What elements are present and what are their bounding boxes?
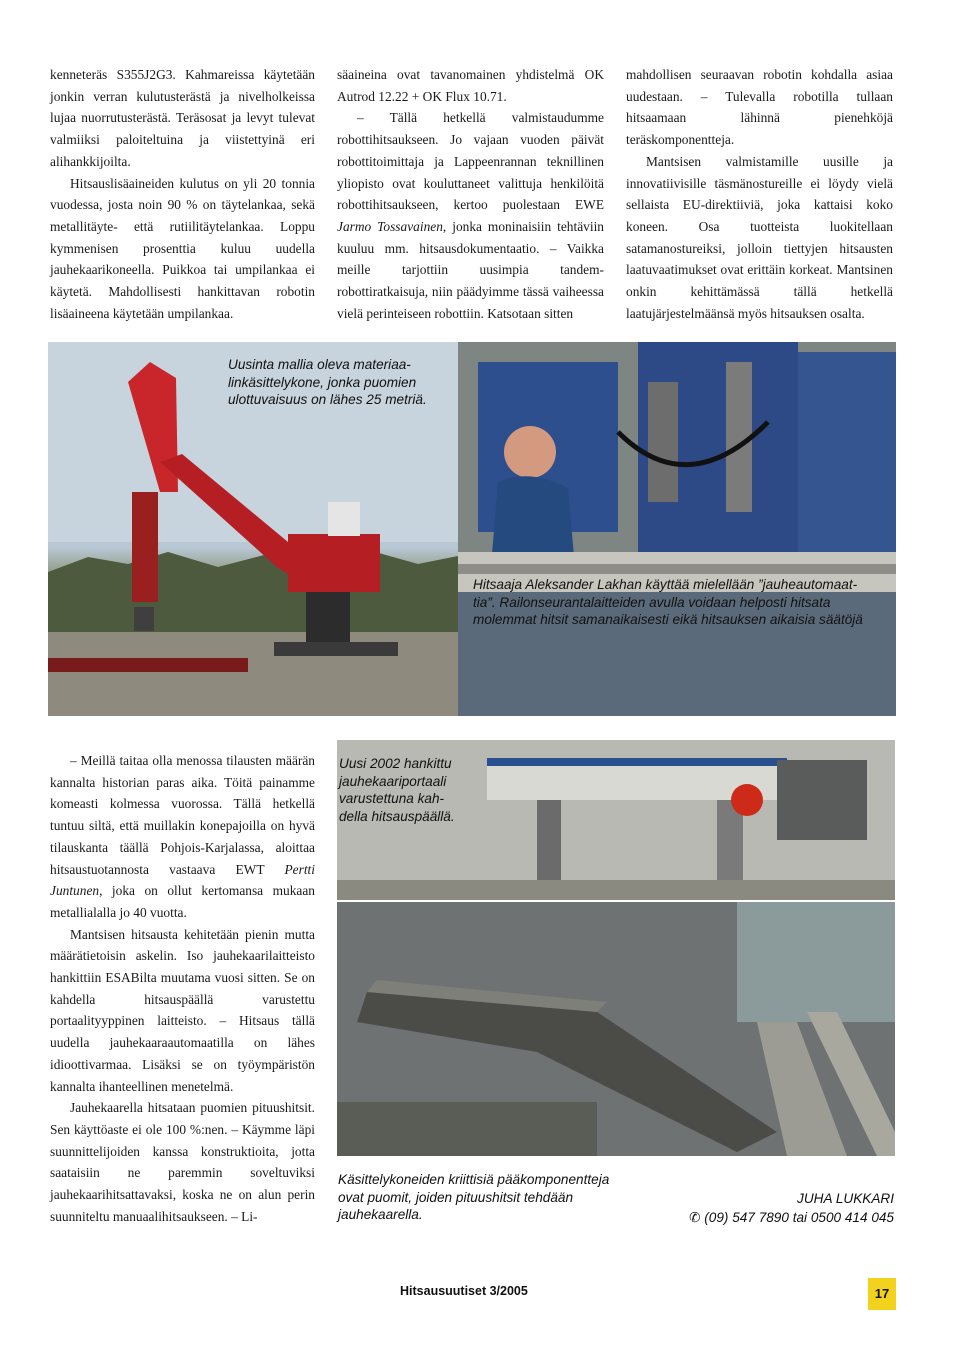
paragraph: Mantsisen hitsausta kehitetään pienin mutta määrätietoisin askelin. Iso jauhekaarilaitteisto hankittiin ESABilta muutama vuosi sitten. Se on kahdella hitsauspäällä varustettu portaalityyppinen laitteisto. – Hitsaus tällä uudella jauhekaaraautomaatilla on lähes idioottivarmaa. Lisäksi se on työympäristön kannalta ihanteellinen menetelmä.: [50, 926, 315, 1094]
author-phone: ✆ (09) 547 7890 tai 0500 414 045: [689, 1209, 894, 1225]
welder-caption: Hitsaaja Aleksander Lakhan käyttää mielellään ”jauheautomaat- tia”. Railonseurantalaitteiden avulla voidaan helposti hitsata molemmat hitsit samanaikaisesti eikä hitsauksen aikaisia säätöjä: [473, 577, 863, 627]
paragraph: Hitsauslisäaineiden kulutus on yli 20 tonnia vuodessa, josta noin 90 % on täytelankaa, sekä metallitäyte- että rutiilitäytelankaa. Loppu kymmenisen prosenttia kuluu uudella jauhekaarikoneella. Puikkoa tai umpilankaa ei käytetä. Mahdollisesti hankittavan robotin lisäaineena käytetään umpilankaa.: [50, 175, 315, 321]
beams-caption: Käsittelykoneiden kriittisiä pääkomponentteja ovat puomit, joiden pituushitsit tehdään jauhekaarella.: [338, 1172, 610, 1222]
paragraph: mahdollisen seuraavan robotin kohdalla asiaa uudestaan. – Tulevalla robotilla tullaan hitsaamaan lähinnä pienehköjä teräskomponentteja.: [626, 67, 893, 148]
crane-caption: Uusinta mallia oleva materiaa- linkäsittelykone, jonka puomien ulottuvaisuus on lähes 25 metriä.: [228, 357, 427, 407]
text-column-1: [50, 64, 315, 324]
paragraph: kenneteräs S355J2G3. Kahmareissa käytetään jonkin verran kulutusterästä ja nivelholkeissa lujaa nuorrutusterästä. Teräsosat ja levyt tulevat valmiiksi paloiteltuina ja viistettyinä eri alihankkijoilta.: [50, 67, 315, 169]
portal-caption: Uusi 2002 hankittu jauhekaariportaali varustettuna kah- della hitsauspäällä.: [339, 756, 455, 824]
phone-icon: ✆: [689, 1209, 701, 1225]
paragraph: säaineina ovat tavanomainen yhdistelmä OK Autrod 12.22 + OK Flux 10.71.: [337, 67, 604, 104]
person-name: Pertti Juntunen: [50, 861, 315, 899]
text-column-bottom: [50, 750, 315, 1227]
text-column-3: [626, 64, 893, 324]
paragraph: Mantsisen valmistamille uusille ja innovatiivisille täsmänostureille ei löydy vielä sellaista EU-direktiiviä, joka kattaisi koko koneen. Osa tuotteista luokitellaan satamanostureiksi, jolloin tiettyjen hitsausten laatuvaatimukset ovat erittäin korkeat. Mantsinen onkin kehittämässä tällä hetkellä laatujärjestelmäänsä myös hitsauksen osalta.: [626, 153, 893, 321]
person-name: Jarmo Tossavainen: [337, 218, 443, 234]
beams-photo: [337, 902, 895, 1156]
page-number: 17: [868, 1278, 896, 1310]
author-name: JUHA LUKKARI: [797, 1191, 894, 1206]
text-column-2: [337, 64, 604, 324]
author-credit: [689, 1190, 894, 1227]
paragraph: Jauhekaarella hitsataan puomien pituushitsit. Sen käyttöaste ei ole 100 %:nen. – Käymme läpi suunnittelijoiden kanssa konstruktioita, jotta saataisiin ne paremmin soveltuviksi jauhekaarihitsattavaksi, koska ne on alun perin suunniteltu manuaalihitsaukseen. – Li-: [50, 1100, 315, 1224]
paragraph: – Meillä taitaa olla menossa tilausten määrän kannalta historian paras aika. Töitä painamme komeasti kolmessa vuorossa. Tällä hetkellä tuntuu siltä, että muillakin konepajoilla on hyvä tilauskanta täällä Pohjois-Karjalassa, aloittaa hitsaustuotannosta vastaava EWT Pertti Juntunen, joka on ollut kertomansa mukaan metallialalla jo 40 vuotta.: [50, 753, 315, 920]
welder-photo: [458, 342, 896, 716]
paragraph: – Tällä hetkellä valmistaudumme robottihitsaukseen. Jo vajaan vuoden päivät robottitoimittaja ja Lappeenrannan teknillinen yliopisto ovat kouluttaneet valittuja henkilöitä robottihitsaukseen, kertoo puolestaan EWE Jarmo Tossavainen, jonka moninaisiin tehtäviin kuuluu mm. hitsausdokumentaatio. – Vaikka meille tarjottiin uusimpia tandem-robottiratkaisuja, niin päädyimme tässä vaiheessa vielä perinteiseen robottiin. Katsotaan sitten: [337, 110, 604, 321]
publication-title: Hitsausuutiset 3/2005: [400, 1284, 528, 1298]
